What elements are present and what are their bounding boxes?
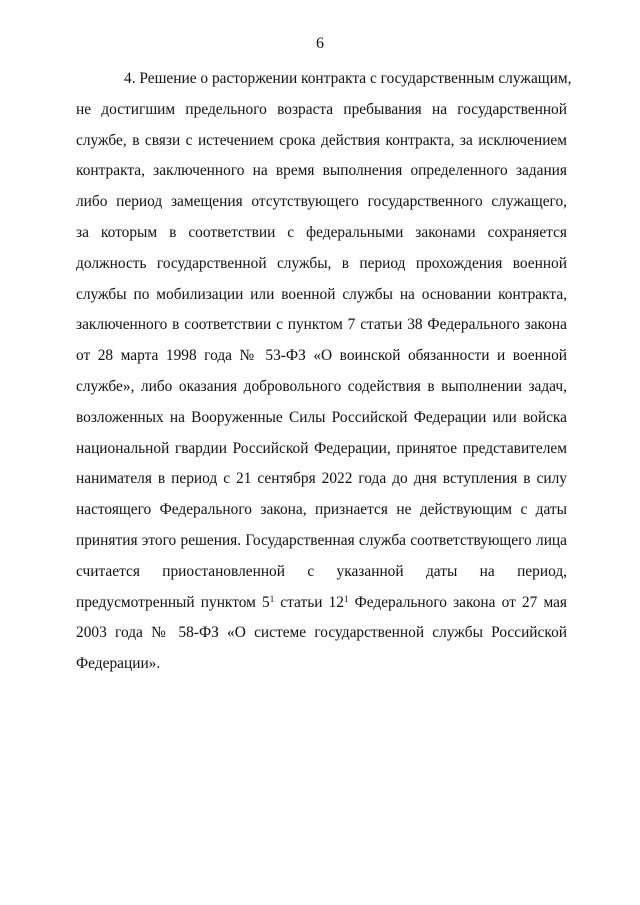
- paragraph-line: либо период замещения отсутствующего государственного служащего,: [76, 193, 567, 211]
- paragraph-line: контракта, заключенного на время выполнения определенного задания: [76, 162, 567, 180]
- superscript: 1: [343, 593, 349, 604]
- line-segment: Федерального закона от 27 мая: [348, 593, 567, 611]
- paragraph-line: 2003 года № 58-ФЗ «О системе государственной службы Российской: [76, 624, 567, 642]
- page-number: 6: [316, 35, 324, 52]
- paragraph-line: 4. Решение о расторжении контракта с государственным служащим,: [124, 70, 572, 87]
- paragraph-line: службе», либо оказания добровольного содействия в выполнении задач,: [76, 377, 567, 395]
- paragraph-line: Федерации».: [76, 655, 161, 673]
- paragraph-line: службы по мобилизации или военной службы на основании контракта,: [76, 285, 567, 303]
- paragraph-line: заключенного в соответствии с пунктом 7 статьи 38 Федерального закона: [76, 316, 567, 334]
- paragraph-line-with-superscripts: [76, 588, 567, 619]
- line-segment: предусмотренный пунктом 5: [76, 593, 270, 611]
- paragraph-line: национальной гвардии Российской Федерации, принятое представителем: [76, 439, 567, 457]
- paragraph-line: настоящего Федерального закона, признается не действующим с даты: [76, 501, 567, 519]
- paragraph-line: принятия этого решения. Государственная служба соответствующего лица: [76, 531, 567, 549]
- paragraph-line: считается приостановленной с указанной даты на период,: [76, 562, 567, 580]
- paragraph-line: возложенных на Вооруженные Силы Российской Федерации или войска: [76, 408, 567, 426]
- document-body: [76, 64, 572, 680]
- superscript: 1: [269, 593, 275, 604]
- paragraph-line: за которым в соответствии с федеральными законами сохраняется: [76, 223, 567, 241]
- line-segment: статьи 12: [274, 593, 344, 611]
- paragraph-line: службе, в связи с истечением срока действия контракта, за исключением: [76, 131, 567, 149]
- paragraph-line: должность государственной службы, в период прохождения военной: [76, 254, 567, 272]
- paragraph-line: от 28 марта 1998 года № 53-ФЗ «О воинской обязанности и военной: [76, 347, 567, 365]
- paragraph-line: не достигшим предельного возраста пребывания на государственной: [76, 100, 567, 118]
- paragraph-line: нанимателя в период с 21 сентября 2022 года до дня вступления в силу: [76, 470, 567, 488]
